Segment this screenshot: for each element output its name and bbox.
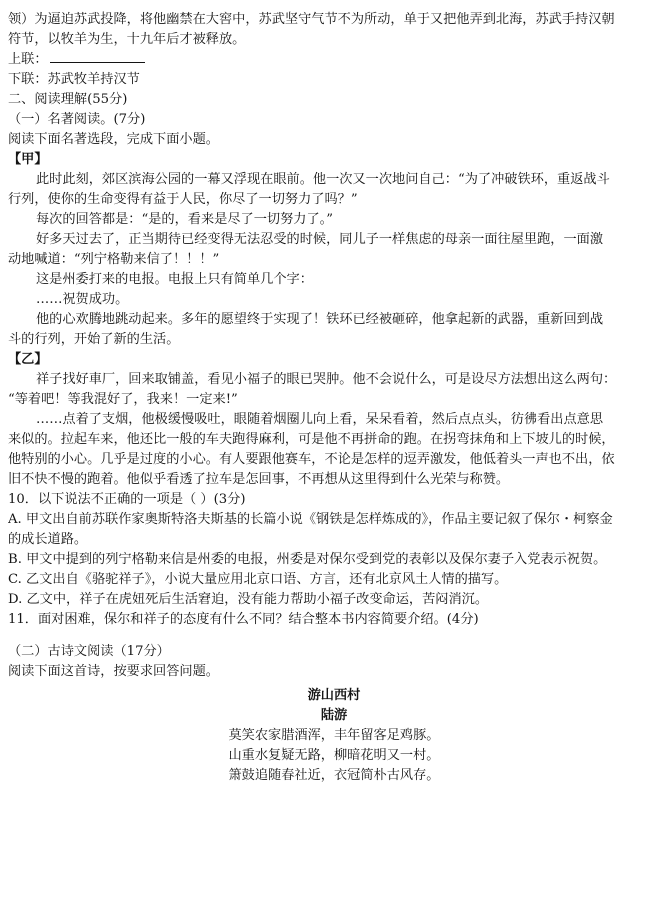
part1-instruction: 阅读下面名著选段，完成下面小题。 [8, 132, 219, 147]
question-10-option-a-cont: 的成长道路。 [8, 532, 88, 547]
question-10-option-b: B. 甲文中提到的列宁格勒来信是州委的电报，州委是对保尔受到党的表彰以及保尔妻子入党表示祝贺。 [8, 552, 607, 567]
passage-jia-line: 行列，使你的生命变得有益于人民，你尽了一切努力了吗？” [8, 192, 358, 207]
question-11: 11．面对困难，保尔和祥子的态度有什么不同？结合整本书内容简要介绍。(4分) [8, 612, 479, 627]
poetry-section-title: （二）古诗文阅读（17分） [8, 644, 170, 659]
question-10-stem: 10．以下说法不正确的一项是（ ）(3分) [8, 492, 246, 507]
passage-yi-line: “等着吧！等我混好了，我来！一定来!” [8, 392, 238, 407]
poetry-instruction: 阅读下面这首诗，按要求回答问题。 [8, 664, 219, 679]
passage-yi-line: 他特别的小心。几乎是过度的小心。有人要跟他赛车，不论是怎样的逗弄激发，他低着头一声也不出，依 [8, 452, 615, 467]
passage-jia-line: 每次的回答都是：“是的，看来是尽了一切努力了。” [36, 212, 334, 227]
part1-title: （一）名著阅读。(7分) [8, 112, 146, 127]
couplet-lower: 下联：苏武牧羊持汉节 [8, 72, 140, 87]
passage-jia-line: 此时此刻，郊区滨海公园的一幕又浮现在眼前。他一次又一次地问自己：“为了冲破铁环，重返战斗 [36, 172, 610, 187]
passage-yi-line: 旧不快不慢的跑着。他似乎看透了拉车是怎回事，不再想从这里得到什么光荣与称赞。 [8, 472, 510, 487]
section-title: 二、阅读理解(55分) [8, 92, 128, 107]
intro-line-2: 符节，以牧羊为生，十九年后才被释放。 [8, 32, 246, 47]
question-10-option-d: D. 乙文中，祥子在虎妞死后生活窘迫，没有能力帮助小福子改变命运，苦闷消沉。 [8, 592, 489, 607]
passage-yi-label: 【乙】 [8, 352, 48, 367]
passage-jia-line: 斗的行列，开始了新的生活。 [8, 332, 180, 347]
passage-jia-line: 这是州委打来的电报。电报上只有简单几个字： [36, 272, 313, 287]
poem-title: 游山西村 [307, 688, 361, 703]
answer-blank[interactable] [50, 50, 145, 63]
poem-line: 山重水复疑无路，柳暗花明又一村。 [228, 748, 440, 763]
question-10-option-c: C. 乙文出自《骆驼祥子》，小说大量应用北京口语、方言，还有北京风土人情的描写。 [8, 572, 508, 587]
poem-line: 莫笑农家腊酒浑，丰年留客足鸡豚。 [228, 728, 440, 743]
poem-author: 陆游 [320, 708, 348, 723]
passage-jia-line: 好多天过去了，正当期待已经变得无法忍受的时候，同儿子一样焦虑的母亲一面往屋里跑，一面激 [36, 232, 604, 247]
passage-yi-line: ……点着了支烟，他极缓慢吸吐，眼随着烟圈儿向上看，呆呆看着，然后点点头，彷彿看出点意思 [36, 412, 604, 427]
couplet-upper [8, 50, 660, 70]
passage-jia-line: 动地喊道：“列宁格勒来信了！！！” [8, 252, 220, 267]
passage-jia-label: 【甲】 [8, 152, 48, 167]
passage-jia-line: ……祝贺成功。 [36, 292, 129, 307]
passage-yi-line: 来似的。拉起车来，他还比一般的车夫跑得麻利，可是他不再拼命的跑。在拐弯抹角和上下坡儿的时候， [8, 432, 615, 447]
poem-line: 箫鼓追随春社近，衣冠简朴古风存。 [228, 768, 440, 783]
question-10-option-a: A. 甲文出自前苏联作家奥斯特洛夫斯基的长篇小说《钢铁是怎样炼成的》，作品主要记叙了保尔・柯察金 [8, 512, 613, 527]
passage-jia-line: 他的心欢腾地跳动起来。多年的愿望终于实现了！铁环已经被砸碎，他拿起新的武器，重新回到战 [36, 312, 604, 327]
couplet-upper-label: 上联： [8, 52, 48, 67]
intro-line-1: 领）为逼迫苏武投降，将他幽禁在大窖中，苏武坚守气节不为所动，单于又把他弄到北海，苏武手持汉朝 [8, 12, 615, 27]
passage-yi-line: 祥子找好車厂，回来取铺盖，看见小福子的眼已哭肿。他不会说什么，可是设尽方法想出这么两句： [36, 372, 617, 387]
